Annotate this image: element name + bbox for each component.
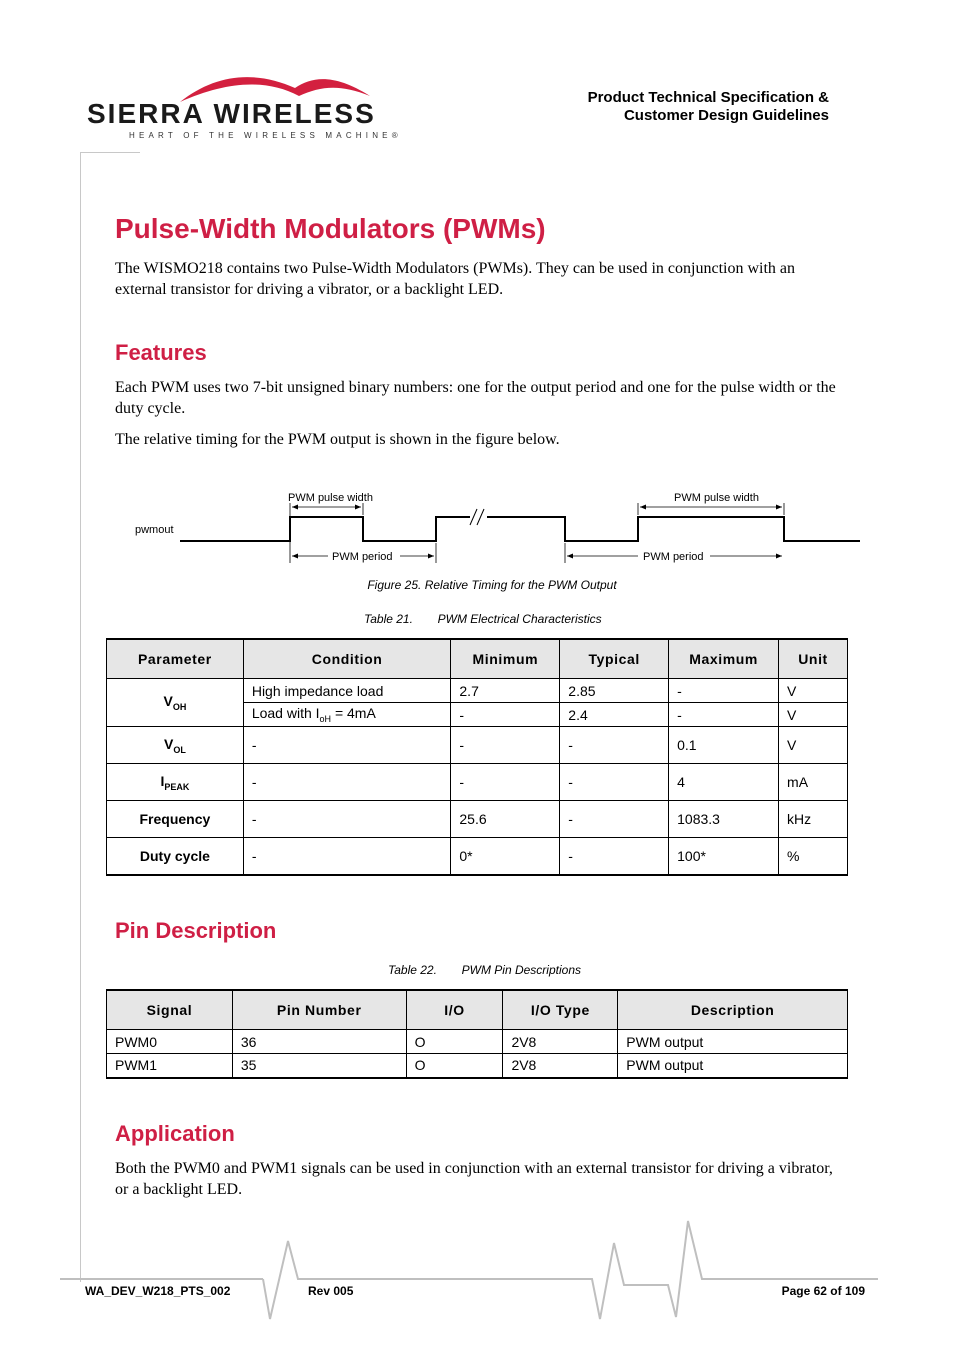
col-header-typical: Typical <box>560 639 669 679</box>
footer-page-number: Page 62 of 109 <box>781 1284 865 1298</box>
cell: mA <box>779 764 848 801</box>
timing-diagram <box>130 485 865 575</box>
table21-caption-title: PWM Electrical Characteristics <box>437 612 602 626</box>
pulse-width-label-2: PWM pulse width <box>674 492 759 504</box>
pulse-width-label-1: PWM pulse width <box>288 492 373 504</box>
cell: - <box>560 838 669 875</box>
table-header-row <box>107 639 848 679</box>
table-row <box>107 764 848 801</box>
cell-load-condition: Load with $I_{oH} = 4mA$ <box>243 703 451 727</box>
cell: 0* <box>451 838 560 875</box>
application-heading: Application <box>115 1121 235 1146</box>
cell: - <box>451 727 560 764</box>
cell: 1083.3 <box>669 801 779 838</box>
cell: - <box>560 764 669 801</box>
cell: - <box>669 679 779 703</box>
table-row <box>107 838 848 875</box>
table22-caption-title: PWM Pin Descriptions <box>461 963 581 977</box>
doc-title-line2: Customer Design Guidelines <box>623 107 829 124</box>
page-top-rule <box>80 152 140 153</box>
cell: - <box>451 764 560 801</box>
table-row <box>107 801 848 838</box>
pin-description-heading: Pin Description <box>115 918 277 943</box>
table22-caption-num: Table 22. <box>388 963 437 977</box>
cell: V <box>779 703 848 727</box>
pwm-pin-table <box>106 989 848 1079</box>
footer-doc-id: WA_DEV_W218_PTS_002 <box>85 1284 231 1298</box>
features-heading: Features <box>115 340 207 365</box>
pwm-intro-paragraph: The WISMO218 contains two Pulse-Width Modulators (PWMs). They can be used in conjunction with an external transistor for driving a vibrator, or a backlight LED. <box>115 260 795 298</box>
cell: 35 <box>232 1054 406 1078</box>
cell: - <box>243 727 451 764</box>
document-title <box>588 89 829 125</box>
col-header-pin-number: Pin Number <box>232 990 406 1030</box>
col-header-signal: Signal <box>107 990 233 1030</box>
col-header-io-type: I/O Type <box>503 990 618 1030</box>
table22-caption <box>388 963 581 977</box>
table-row <box>107 1054 848 1078</box>
cell: 25.6 <box>451 801 560 838</box>
param-frequency: Frequency <box>107 801 244 838</box>
cell: O <box>406 1054 503 1078</box>
cell: - <box>243 801 451 838</box>
cell: High impedance load <box>243 679 451 703</box>
page-left-rule <box>80 152 81 1282</box>
param-vol: $V_{OL}$ <box>107 727 244 764</box>
cell: - <box>560 727 669 764</box>
col-header-minimum: Minimum <box>451 639 560 679</box>
doc-title-line1: Product Technical Specification & <box>587 89 829 106</box>
table21-caption-num: Table 21. <box>364 612 413 626</box>
table-row <box>107 679 848 703</box>
table21-caption <box>364 612 602 626</box>
features-paragraph-1: Each PWM uses two 7-bit unsigned binary numbers: one for the output period and one for the pulse width or the duty cycle. <box>115 379 836 417</box>
logo-text: SIERRA WIRELESS <box>87 98 376 129</box>
cell: kHz <box>779 801 848 838</box>
cell: - <box>451 703 560 727</box>
cell: 4 <box>669 764 779 801</box>
logo-tagline: HEART OF THE WIRELESS MACHINE® <box>129 131 402 140</box>
cell: 2V8 <box>503 1030 618 1054</box>
cell: 2.7 <box>451 679 560 703</box>
pwmout-waveform-2 <box>487 517 860 541</box>
application-paragraph: Both the PWM0 and PWM1 signals can be used in conjunction with an external transistor for driving a vibrator, or a backlight LED. <box>115 1160 833 1198</box>
param-duty-cycle: Duty cycle <box>107 838 244 875</box>
cell: 2.4 <box>560 703 669 727</box>
col-header-parameter: Parameter <box>107 639 244 679</box>
cell: - <box>560 801 669 838</box>
param-voh: $V_{OH}$ <box>107 679 244 727</box>
footer-revision: Rev 005 <box>308 1284 354 1298</box>
cell: V <box>779 727 848 764</box>
period-label-2: PWM period <box>643 551 704 563</box>
cell: PWM output <box>618 1054 848 1078</box>
pwm-timing-figure <box>130 485 865 575</box>
footer-waveform-decoration <box>0 1215 954 1335</box>
col-header-maximum: Maximum <box>669 639 779 679</box>
period-label-1: PWM period <box>332 551 393 563</box>
cell: 36 <box>232 1030 406 1054</box>
figure-caption: Figure 25. Relative Timing for the PWM Output <box>367 578 617 592</box>
cell: - <box>669 703 779 727</box>
col-header-io: I/O <box>406 990 503 1030</box>
cell: 100* <box>669 838 779 875</box>
table-row <box>107 727 848 764</box>
table-row <box>107 1030 848 1054</box>
param-ipeak: $I_{PEAK}$ <box>107 764 244 801</box>
cell: % <box>779 838 848 875</box>
signal-label: pwmout <box>135 524 174 536</box>
cell: PWM1 <box>107 1054 233 1078</box>
features-paragraph-2: The relative timing for the PWM output is shown in the figure below. <box>115 431 560 448</box>
cell: - <box>243 764 451 801</box>
pwmout-waveform <box>180 517 470 541</box>
cell: O <box>406 1030 503 1054</box>
col-header-description: Description <box>618 990 848 1030</box>
cell: 0.1 <box>669 727 779 764</box>
cell: V <box>779 679 848 703</box>
cell: PWM0 <box>107 1030 233 1054</box>
cell: 2.85 <box>560 679 669 703</box>
cell: - <box>243 838 451 875</box>
cell: PWM output <box>618 1030 848 1054</box>
table-header-row <box>107 990 848 1030</box>
company-logo <box>85 68 430 143</box>
pwm-electrical-table <box>106 638 848 876</box>
page-title: Pulse-Width Modulators (PWMs) <box>115 213 546 244</box>
col-header-unit: Unit <box>779 639 848 679</box>
col-header-condition: Condition <box>243 639 451 679</box>
cell: 2V8 <box>503 1054 618 1078</box>
